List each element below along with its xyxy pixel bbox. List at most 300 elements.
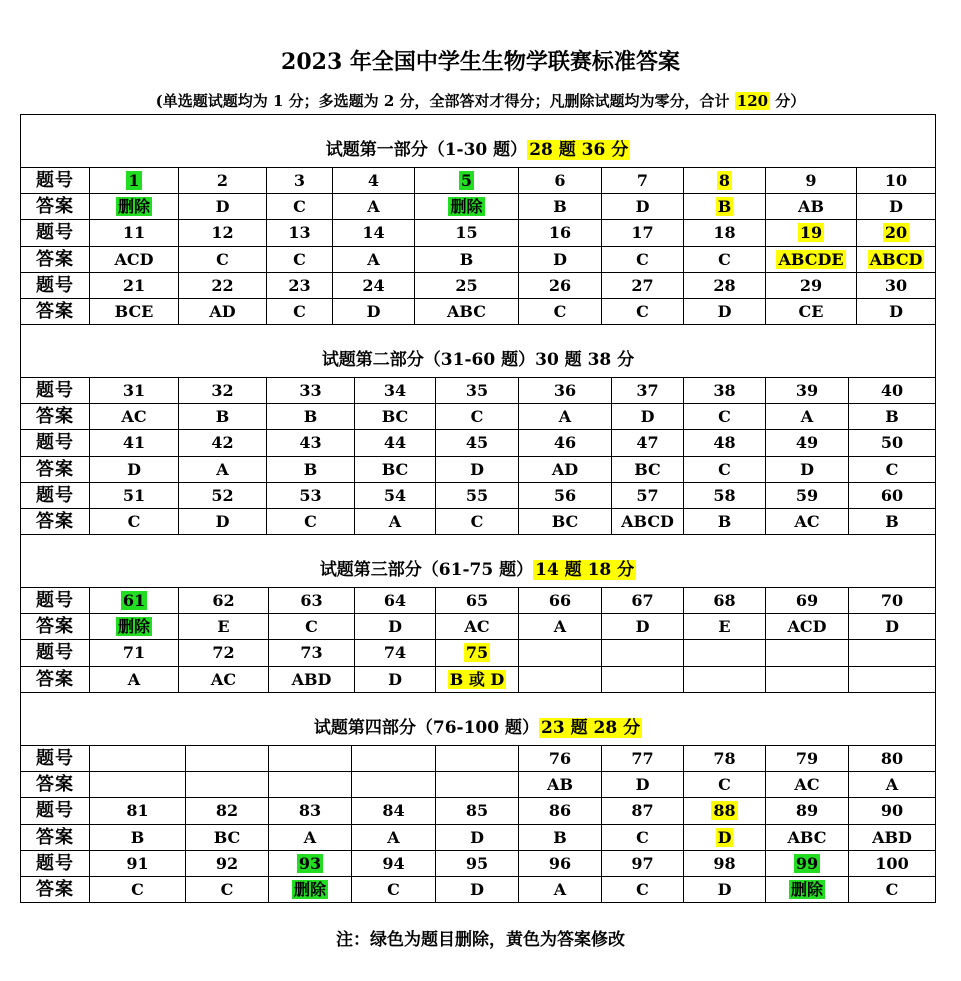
- question-number-cell: [848, 746, 935, 771]
- answer-cell: [765, 299, 856, 324]
- question-number-row: [21, 587, 935, 613]
- question-number-cell: [683, 588, 765, 613]
- answer-cell: [89, 457, 178, 482]
- answer-cell: [518, 299, 601, 324]
- question-number-cell: [518, 640, 601, 665]
- question-number-cell: [178, 378, 266, 403]
- cell-text: 26: [548, 275, 572, 295]
- question-number-cell: [683, 851, 765, 876]
- answer-cell: [848, 404, 935, 429]
- cell-text: 题号: [36, 642, 74, 664]
- cell-text: 96: [548, 853, 572, 873]
- answer-cell: [518, 667, 601, 692]
- cell-text: 1: [128, 171, 140, 190]
- cell-text: 33: [299, 381, 322, 400]
- cell-text: 21: [122, 275, 146, 295]
- cell-text: ABC: [787, 827, 827, 847]
- cell-text: C: [220, 880, 234, 899]
- row-label: [21, 746, 89, 771]
- cell-text: A: [367, 249, 380, 269]
- section-2: [21, 324, 935, 533]
- question-number-cell: [435, 588, 518, 613]
- question-number-cell: [848, 378, 935, 403]
- cell-text: D: [366, 302, 381, 321]
- answer-cell: [332, 299, 414, 324]
- row-label: [21, 457, 89, 482]
- cell-text: C: [216, 249, 229, 269]
- question-number-cell: [266, 273, 332, 298]
- answer-cell: [683, 772, 765, 797]
- question-number-cell: [89, 168, 178, 193]
- cell-text: 76: [548, 749, 572, 768]
- answer-cell: [268, 877, 351, 902]
- cell-text: 56: [553, 485, 577, 505]
- cell-text: AD: [209, 302, 236, 321]
- question-number-cell: [518, 746, 601, 771]
- question-number-cell: [683, 220, 765, 245]
- question-number-cell: [185, 798, 268, 823]
- cell-text: 67: [631, 591, 654, 610]
- cell-text: 62: [212, 591, 235, 610]
- question-number-cell: [683, 378, 765, 403]
- cell-text: 9: [805, 171, 817, 190]
- cell-text: B: [303, 459, 318, 479]
- cell-text: D: [635, 775, 650, 795]
- subtitle-total: 120: [736, 92, 769, 110]
- cell-text: A: [388, 512, 402, 531]
- cell-text: 题号: [36, 800, 74, 822]
- cell-text: 66: [548, 591, 572, 610]
- page-subtitle: [0, 88, 961, 114]
- cell-text: 25: [455, 275, 478, 295]
- cell-text: C: [470, 407, 484, 427]
- section-heading-range: 试题第二部分（31-60 题）: [321, 350, 536, 370]
- row-label: [21, 614, 89, 639]
- question-number-cell: [848, 851, 935, 876]
- cell-text: 99: [795, 853, 819, 873]
- answer-cell: [765, 772, 848, 797]
- answer-cell: [765, 404, 848, 429]
- question-number-cell: [89, 430, 178, 455]
- answer-cell: [351, 877, 435, 902]
- answer-cell: [683, 825, 765, 850]
- cell-text: 51: [122, 485, 146, 505]
- question-number-cell: [611, 483, 683, 508]
- answer-cell: [765, 614, 848, 639]
- cell-text: 题号: [36, 748, 74, 769]
- cell-text: 22: [211, 275, 234, 295]
- cell-text: 95: [465, 853, 489, 873]
- answer-cell: [601, 667, 683, 692]
- answer-row: [21, 508, 935, 534]
- section-heading-count: 30 题 38 分: [535, 350, 635, 370]
- page-title: 2023 年全国中学生生物学联赛标准答案: [281, 49, 680, 75]
- answer-cell: [268, 825, 351, 850]
- cell-text: C: [718, 249, 731, 269]
- row-label: [21, 851, 89, 876]
- row-label: [21, 220, 89, 245]
- answer-cell: [268, 614, 354, 639]
- cell-text: B: [717, 512, 732, 531]
- answer-sheet: [20, 114, 936, 903]
- answer-cell: [518, 825, 601, 850]
- cell-text: C: [470, 512, 484, 531]
- cell-text: 37: [636, 381, 659, 400]
- cell-text: 44: [383, 433, 407, 453]
- cell-text: B: [303, 407, 318, 427]
- question-number-cell: [435, 640, 518, 665]
- cell-text: C: [131, 880, 144, 899]
- cell-text: 90: [880, 801, 904, 821]
- answer-cell: [683, 457, 765, 482]
- cell-text: D: [470, 827, 484, 847]
- cell-text: D: [388, 617, 402, 637]
- question-number-cell: [185, 851, 268, 876]
- question-number-cell: [611, 378, 683, 403]
- question-number-cell: [89, 378, 178, 403]
- answer-cell: [178, 614, 268, 639]
- answer-cell: [848, 457, 935, 482]
- question-number-row: [21, 167, 935, 193]
- cell-text: 34: [383, 381, 407, 400]
- question-number-cell: [178, 640, 268, 665]
- cell-text: 20: [884, 223, 908, 243]
- answer-cell: [266, 457, 354, 482]
- cell-text: 92: [215, 853, 239, 873]
- answer-cell: [185, 772, 268, 797]
- cell-text: 70: [880, 591, 904, 610]
- cell-text: 答案: [36, 668, 74, 690]
- question-number-cell: [518, 798, 601, 823]
- answer-cell: [266, 194, 332, 219]
- answer-cell: [414, 194, 518, 219]
- answer-cell: [848, 772, 935, 797]
- cell-text: C: [718, 459, 731, 479]
- question-number-cell: [611, 430, 683, 455]
- cell-text: 删除: [293, 880, 326, 899]
- cell-text: ACD: [787, 617, 827, 637]
- answer-cell: [185, 877, 268, 902]
- question-number-cell: [683, 168, 765, 193]
- question-number-cell: [765, 273, 856, 298]
- cell-text: B: [885, 512, 899, 531]
- row-label: [21, 509, 89, 534]
- answer-cell: [518, 509, 611, 534]
- cell-text: B: [215, 407, 230, 427]
- section-heading: [21, 557, 935, 583]
- answer-cell: [354, 667, 435, 692]
- cell-text: 97: [631, 853, 654, 873]
- cell-text: 题号: [36, 222, 74, 244]
- question-number-row: [21, 272, 935, 298]
- cell-text: 53: [299, 485, 322, 505]
- question-number-cell: [518, 220, 601, 245]
- cell-text: 71: [122, 643, 146, 663]
- cell-text: C: [293, 302, 306, 321]
- answer-cell: [683, 877, 765, 902]
- answer-row: [21, 824, 935, 850]
- cell-text: A: [303, 827, 317, 847]
- cell-text: D: [127, 459, 141, 479]
- question-number-cell: [354, 640, 435, 665]
- question-number-row: [21, 377, 935, 403]
- answer-cell: [848, 614, 935, 639]
- question-number-cell: [765, 588, 848, 613]
- answer-cell: [765, 877, 848, 902]
- question-number-cell: [435, 430, 518, 455]
- question-number-row: [21, 850, 935, 876]
- cell-text: 27: [631, 275, 654, 295]
- cell-text: 45: [465, 433, 489, 453]
- cell-text: B: [717, 197, 732, 217]
- cell-text: 11: [122, 223, 146, 243]
- answer-cell: [89, 194, 178, 219]
- answer-cell: [354, 404, 435, 429]
- row-label: [21, 667, 89, 692]
- cell-text: A: [216, 459, 229, 479]
- answer-cell: [765, 825, 848, 850]
- cell-text: 13: [288, 223, 311, 243]
- question-number-cell: [89, 851, 185, 876]
- cell-text: 50: [880, 433, 904, 453]
- cell-text: BC: [381, 459, 409, 479]
- section-heading: [21, 347, 935, 373]
- cell-text: B: [459, 249, 474, 269]
- cell-text: 83: [298, 801, 322, 821]
- question-number-cell: [856, 168, 935, 193]
- cell-text: AC: [794, 775, 820, 795]
- cell-text: C: [304, 512, 317, 531]
- cell-text: 65: [465, 591, 489, 610]
- row-label: [21, 430, 89, 455]
- cell-text: 答案: [36, 301, 74, 322]
- section-heading: [21, 715, 935, 741]
- subtitle-suffix: 分）: [770, 92, 806, 110]
- cell-text: 43: [299, 433, 322, 453]
- section-heading-count: 28 题 36 分: [529, 140, 629, 160]
- cell-text: C: [718, 407, 731, 427]
- answer-cell: [178, 299, 266, 324]
- answer-cell: [435, 772, 518, 797]
- question-number-cell: [601, 640, 683, 665]
- question-number-cell: [435, 798, 518, 823]
- answer-cell: [266, 404, 354, 429]
- cell-text: B: [553, 827, 567, 847]
- cell-text: 42: [211, 433, 234, 453]
- cell-text: 删除: [117, 197, 150, 217]
- section-heading-range: 试题第三部分（61-75 题）: [319, 560, 534, 580]
- question-number-cell: [765, 168, 856, 193]
- question-number-cell: [89, 220, 178, 245]
- question-number-cell: [414, 168, 518, 193]
- answer-row: [21, 298, 935, 324]
- question-number-cell: [856, 273, 935, 298]
- question-number-cell: [435, 746, 518, 771]
- cell-text: C: [718, 775, 731, 795]
- cell-text: 删除: [790, 880, 823, 899]
- cell-text: 64: [383, 591, 407, 610]
- cell-text: 59: [795, 485, 819, 505]
- cell-text: 23: [288, 275, 311, 295]
- answer-cell: [683, 404, 765, 429]
- cell-text: AD: [551, 459, 579, 479]
- cell-text: 41: [122, 433, 146, 453]
- answer-cell: [765, 509, 848, 534]
- cell-text: BC: [381, 407, 409, 427]
- question-number-cell: [848, 798, 935, 823]
- question-number-row: [21, 797, 935, 823]
- question-number-cell: [268, 746, 351, 771]
- question-number-cell: [518, 168, 601, 193]
- answer-cell: [354, 509, 435, 534]
- section-heading-range: 试题第一部分（1-30 题）: [325, 140, 528, 160]
- question-number-cell: [848, 640, 935, 665]
- cell-text: 10: [884, 171, 908, 190]
- answer-cell: [89, 614, 178, 639]
- cell-text: D: [717, 827, 732, 847]
- cell-text: 94: [382, 853, 405, 873]
- cell-text: D: [553, 249, 567, 269]
- question-number-row: [21, 745, 935, 771]
- cell-text: B: [553, 197, 567, 217]
- answer-cell: [178, 509, 266, 534]
- cell-text: 7: [636, 171, 649, 190]
- question-number-cell: [683, 483, 765, 508]
- question-number-cell: [683, 798, 765, 823]
- answer-cell: [435, 877, 518, 902]
- question-number-cell: [683, 640, 765, 665]
- answer-cell: [601, 877, 683, 902]
- question-number-cell: [518, 430, 611, 455]
- answer-cell: [683, 667, 765, 692]
- cell-text: 77: [631, 749, 654, 768]
- cell-text: D: [640, 407, 655, 427]
- cell-text: 答案: [36, 458, 74, 480]
- cell-text: 40: [880, 381, 904, 400]
- cell-text: 89: [795, 801, 819, 821]
- answer-cell: [601, 194, 683, 219]
- question-number-cell: [268, 640, 354, 665]
- cell-text: 4: [367, 171, 380, 190]
- answer-cell: [266, 299, 332, 324]
- cell-text: D: [388, 669, 402, 689]
- cell-text: ABCD: [621, 512, 674, 531]
- cell-text: 答案: [36, 826, 74, 848]
- question-number-cell: [89, 483, 178, 508]
- cell-text: BC: [213, 827, 241, 847]
- cell-text: 答案: [36, 248, 74, 270]
- answer-cell: [856, 299, 935, 324]
- cell-text: 60: [880, 485, 904, 505]
- answer-cell: [89, 877, 185, 902]
- question-number-cell: [601, 798, 683, 823]
- question-number-cell: [354, 378, 435, 403]
- cell-text: 12: [211, 223, 234, 243]
- cell-text: E: [718, 617, 731, 637]
- cell-text: 47: [636, 433, 659, 453]
- question-number-cell: [89, 746, 185, 771]
- cell-text: C: [636, 880, 649, 899]
- section-heading-count: 14 题 18 分: [535, 560, 635, 580]
- cell-text: AC: [121, 407, 147, 427]
- answer-cell: [89, 404, 178, 429]
- answer-cell: [89, 772, 185, 797]
- cell-text: 28: [713, 275, 736, 295]
- answer-cell: [268, 667, 354, 692]
- question-number-cell: [178, 430, 266, 455]
- cell-text: 63: [300, 591, 323, 610]
- row-label: [21, 588, 89, 613]
- cell-text: 52: [211, 485, 234, 505]
- cell-text: 32: [211, 381, 234, 400]
- question-number-cell: [518, 851, 601, 876]
- question-number-cell: [765, 746, 848, 771]
- cell-text: ABCDE: [778, 249, 844, 269]
- question-number-row: [21, 429, 935, 455]
- answer-cell: [683, 509, 765, 534]
- cell-text: 100: [875, 853, 909, 873]
- cell-text: D: [215, 197, 230, 217]
- question-number-cell: [848, 588, 935, 613]
- question-number-cell: [765, 483, 848, 508]
- question-number-cell: [518, 273, 601, 298]
- row-label: [21, 378, 89, 403]
- cell-text: 题号: [36, 274, 74, 296]
- answer-cell: [765, 194, 856, 219]
- row-label: [21, 483, 89, 508]
- cell-text: C: [553, 302, 567, 321]
- question-number-cell: [414, 220, 518, 245]
- question-number-cell: [351, 851, 435, 876]
- cell-text: 74: [383, 643, 407, 663]
- cell-text: 49: [795, 433, 819, 453]
- question-number-cell: [266, 168, 332, 193]
- cell-text: ACD: [114, 249, 154, 269]
- answer-cell: [266, 509, 354, 534]
- cell-text: 69: [795, 591, 819, 610]
- question-number-cell: [765, 378, 848, 403]
- answer-row: [21, 456, 935, 482]
- row-label: [21, 168, 89, 193]
- answer-cell: [848, 825, 935, 850]
- subtitle-prefix: (单选题试题均为 1 分；多选题为 2 分，全部答对才得分；凡删除试题均为零分，合计: [155, 92, 735, 110]
- cell-text: 88: [713, 801, 736, 821]
- cell-text: 题号: [36, 590, 74, 611]
- answer-cell: [683, 614, 765, 639]
- cell-text: 15: [455, 223, 478, 243]
- cell-text: A: [885, 775, 899, 795]
- cell-text: BC: [551, 512, 579, 531]
- answer-row: [21, 771, 935, 797]
- cell-text: 61: [122, 591, 146, 610]
- answer-cell: [414, 247, 518, 272]
- cell-text: D: [470, 880, 484, 899]
- cell-text: C: [636, 249, 649, 269]
- question-number-cell: [518, 378, 611, 403]
- cell-text: 48: [713, 433, 736, 453]
- cell-text: 8: [718, 171, 731, 190]
- cell-text: CE: [798, 302, 824, 321]
- cell-text: 2: [216, 171, 229, 190]
- answer-cell: [268, 772, 351, 797]
- answer-cell: [601, 247, 683, 272]
- cell-text: D: [800, 459, 814, 479]
- answer-cell: [351, 825, 435, 850]
- answer-cell: [518, 457, 611, 482]
- row-label: [21, 247, 89, 272]
- cell-text: 86: [548, 801, 572, 821]
- answer-cell: [518, 772, 601, 797]
